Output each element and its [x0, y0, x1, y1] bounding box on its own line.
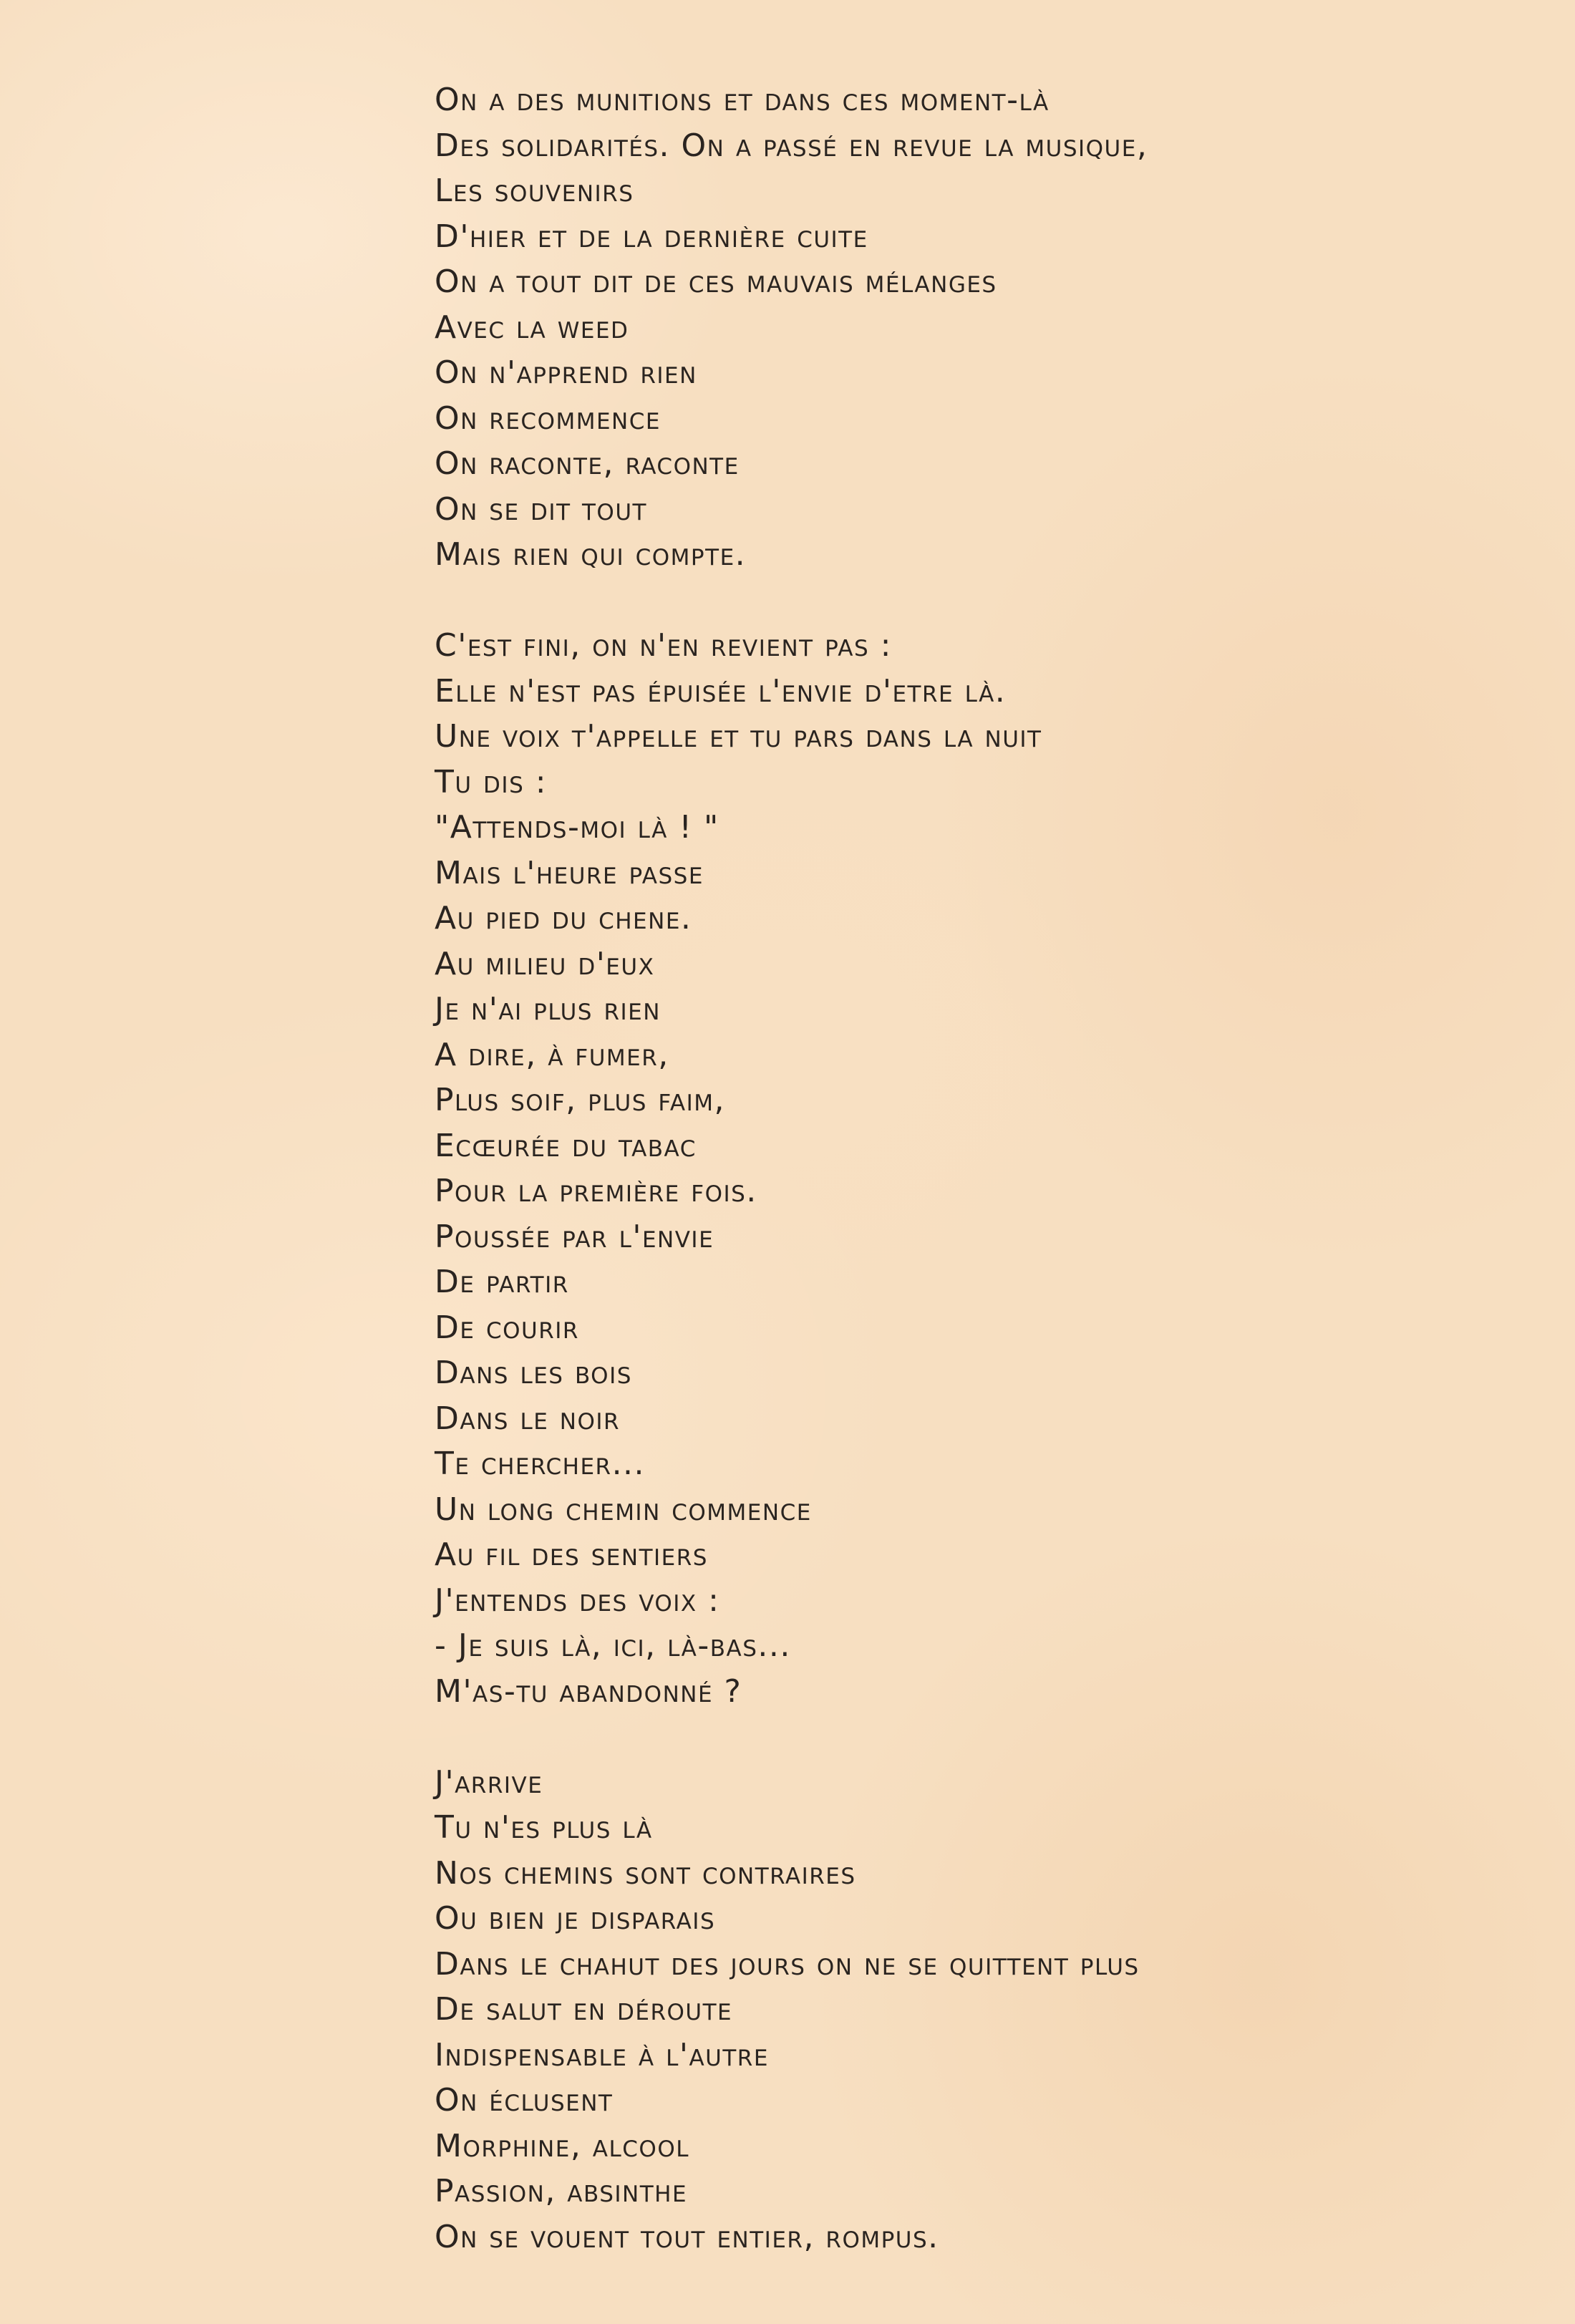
poem-line: "Attends-moi là ! " [435, 809, 719, 846]
poem-line: C'est fini, on n'en revient pas : [435, 627, 892, 664]
poem-line: Indispensable à l'autre [435, 2036, 769, 2073]
poem-line: Dans le chahut des jours on ne se quittent plus [435, 1945, 1140, 1982]
poem-line: A dire, à fumer, [435, 1036, 669, 1073]
poem-line: On raconte, raconte [435, 445, 740, 482]
poem-line: Je n'ai plus rien [435, 991, 661, 1027]
poem-line: Dans les bois [435, 1355, 632, 1391]
poem-line: Les souvenirs [435, 173, 634, 209]
poem-line: De partir [435, 1264, 569, 1300]
poem-line: De salut en déroute [435, 1991, 733, 2028]
poem-line: - Je suis là, ici, là-bas... [435, 1627, 791, 1664]
poem-line: J'entends des voix : [435, 1582, 720, 1619]
poem [435, 77, 1365, 2260]
poem-line: Des solidarités. On a passé en revue la musique, [435, 127, 1148, 164]
poem-line: Tu dis : [435, 763, 548, 800]
stanza-1 [435, 77, 1365, 578]
poem-line: Une voix t'appelle et tu pars dans la nuit [435, 718, 1042, 755]
poem-line: Plus soif, plus faim, [435, 1082, 725, 1118]
poem-line: M'as-tu abandonné ? [435, 1672, 742, 1710]
poem-line: Te chercher... [435, 1446, 646, 1482]
poem-line: On se vouent tout entier, rompus. [435, 2218, 939, 2255]
poem-line: Au pied du chene. [435, 900, 692, 936]
poem-line: On a des munitions et dans ces moment-là [435, 82, 1050, 118]
poem-line: J'arrive [435, 1763, 543, 1801]
poem-line: On a tout dit de ces mauvais mélanges [435, 263, 997, 300]
poem-line: On recommence [435, 400, 661, 437]
poem-line: Pour la première fois. [435, 1173, 757, 1209]
poem-line: Elle n'est pas épuisée l'envie d'etre là. [435, 672, 1007, 710]
poem-line: Au fil des sentiers [435, 1536, 708, 1573]
poem-line: D'hier et de la dernière cuite [435, 218, 868, 255]
stanza-3 [435, 1760, 1365, 2260]
poem-line: Nos chemins sont contraires [435, 1854, 856, 1892]
poem-line: Poussée par l'envie [435, 1218, 714, 1255]
stanza-2 [435, 623, 1365, 1714]
poem-line: On n'apprend rien [435, 354, 697, 391]
poem-line: Ecœurée du tabac [435, 1127, 697, 1164]
poem-line: Mais rien qui compte. [435, 536, 747, 573]
poem-line: Avec la weed [435, 309, 629, 346]
poem-line: Au milieu d'eux [435, 945, 655, 982]
poem-line: Un long chemin commence [435, 1491, 812, 1528]
poem-line: Dans le noir [435, 1400, 621, 1437]
poem-line: Morphine, alcool [435, 2127, 689, 2164]
poem-line: On se dit tout [435, 490, 647, 528]
poem-line: Passion, absinthe [435, 2173, 688, 2209]
poem-line: Mais l'heure passe [435, 854, 704, 891]
poem-line: De courir [435, 1309, 579, 1346]
poem-line: Ou bien je disparais [435, 1900, 716, 1937]
poem-line: On éclusent [435, 2082, 614, 2119]
poem-line: Tu n'es plus là [435, 1809, 653, 1846]
